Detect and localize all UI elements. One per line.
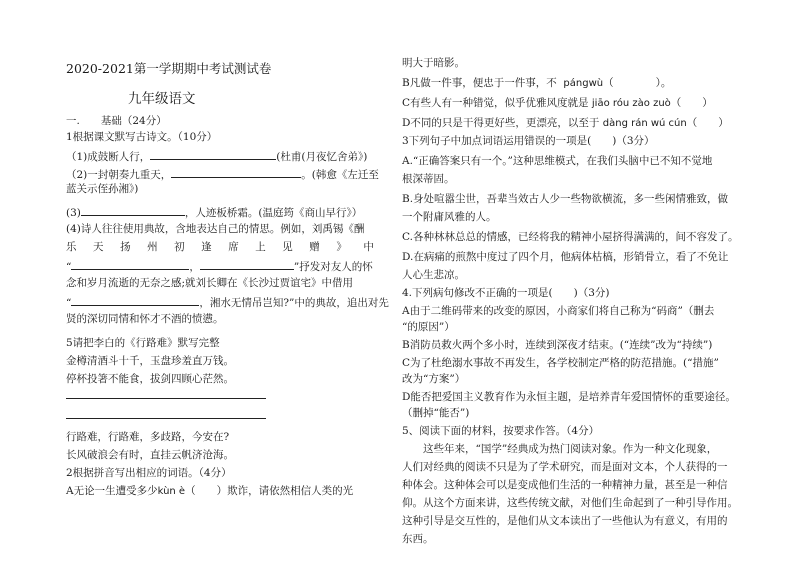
question-3-title: 3下列句子中加点词语运用错误的一项是( )（3分）	[402, 135, 655, 147]
question-4-option-c: C为了杜绝溺水事故不再发生，各学校制定严格的防范措施。(“措施”	[402, 357, 719, 369]
poem-line-4: 长风破浪会有时，直挂云帆济沧海。	[66, 449, 234, 461]
question-2-c: C有些人有一种错觉，似乎优雅风度就是 jiāo róu zào zuò（ ）	[402, 97, 713, 109]
question-1-2-source: 蓝关示侄孙湘》)	[66, 183, 139, 195]
question-1-1: （1)成鼓断人行， (杜甫(月夜忆舍弟》)	[66, 148, 367, 164]
question-4-option-a: A由于二维码带来的改变的原因，小商家们将自己称为“码商”（删去	[402, 305, 715, 317]
question-5-reading-title: 5、阅读下面的材料，按要求作答。（4分）	[402, 425, 600, 437]
question-2-title: 2根据拼音写出相应的词语。（4分）	[66, 467, 232, 479]
question-3-option-b-cont: 一个附庸风雅的人。	[402, 211, 497, 223]
question-3-option-a: A.“正确答案只有一个。”这种思维模式，在我们头脑中已不知不觉地	[402, 155, 713, 167]
question-4-option-b: B消防员救火两个多小时，连续到深夜才结束。(“连续”改为“持续”)	[402, 339, 713, 351]
question-1-2: （2)一封朝奏九重天， 。(韩愈《左迁至	[66, 166, 379, 182]
question-4-option-a-cont: “的原因”）	[402, 321, 455, 333]
question-4-option-d: D能否把爱国主义教育作为永恒主题，是培养青年爱国情怀的重要途径。	[402, 391, 736, 403]
question-3-option-b: B.身处喧嚣尘世，吾辈当效古人少一些物欲横流，多一些闲情雅致，做	[402, 193, 729, 205]
answer-line[interactable]	[66, 418, 266, 419]
question-4-option-d-cont: （删掉“能否”)	[402, 407, 470, 419]
blank-field[interactable]	[81, 204, 185, 216]
blank-field[interactable]	[71, 258, 189, 270]
question-1-4-line-6: 贤的深切同情和怀才不酒的愤懑。	[66, 313, 224, 325]
question-3-option-d-cont: 人心生悲凉。	[402, 269, 465, 281]
question-3-option-c: C.各种林林总总的情感，已经将我的精神小屋挤得满满的，间不容发了。	[402, 231, 739, 243]
question-2-a-continued: 明大于暗影。	[402, 57, 465, 69]
spread-char: 州	[147, 241, 158, 253]
section-1-heading: 一. 基础（24分）	[66, 115, 167, 127]
poem-line-3: 行路难，行路难，多歧路，今安在?	[66, 431, 230, 443]
blank-field[interactable]	[150, 148, 276, 160]
passage-line-3: 种体会。这种体会可以是变成他们生活的一种精神力量，甚至是一种信	[402, 479, 728, 491]
question-3-option-d: D.在病痛的煎熬中度过了四个月，他病体枯槁，形销骨立，看了不免让	[402, 251, 729, 263]
question-2-d: D不同的只是干得更好些，更漂亮，以至于 dàng rán wú cún（ ）	[402, 117, 729, 129]
blank-field[interactable]	[200, 258, 294, 270]
question-1-4-line-2	[66, 240, 374, 254]
poem-line-1: 金樽清酒斗十千，玉盘珍羞直万钱。	[66, 355, 234, 367]
question-1-3: (3) ，人迹板桥霜。(温庭筠《商山早行》）	[66, 204, 362, 220]
question-1-4-line-5: “ ，湘水无情吊岂知?”中的典故，追出对先	[66, 294, 389, 310]
spread-char: 》	[336, 241, 347, 253]
passage-line-5: 这种引导是交互性的，是他们从文本读出了一些他认为有意义，有用的	[402, 515, 728, 527]
spread-char: 天	[93, 241, 104, 253]
passage-line-4: 仰。从这个方面来讲，这些传统文献，对他们生命起到了一种引导作用。	[402, 497, 738, 509]
spread-char: 逢	[201, 241, 212, 253]
question-1-4-line-4: 念和岁月流逝的无奈之感;就刘长卿在《长沙过贾谊宅》中借用	[66, 277, 354, 289]
exam-title: 2020-2021第一学期期中考试测试卷	[66, 61, 272, 76]
question-1-4-line-3: “ ， ”抒发对友人的怀	[66, 258, 373, 274]
spread-char: 上	[255, 241, 266, 253]
spread-char: 扬	[120, 241, 131, 253]
passage-line-1: 这些年来，“国学”经典成为热门阅读对象。作为一种文化现象，	[402, 443, 718, 455]
question-1-title: 1根据课文默写古诗文。（10分）	[66, 131, 218, 143]
spread-char: 赠	[309, 241, 320, 253]
passage-line-6: 东西。	[402, 533, 434, 545]
blank-field[interactable]	[71, 294, 199, 306]
spread-char: 见	[282, 241, 293, 253]
question-2-a: A无论一生遭受多少kùn è（ ）欺诈，请依然相信人类的光	[66, 485, 354, 497]
poem-line-2: 停杯投箸不能食，拔剑四顾心茫然。	[66, 373, 234, 385]
question-1-4-line-1: (4)诗人往往使用典故，含地表达自己的情思。例如，刘禹锡《酬	[66, 223, 365, 235]
spread-char: 初	[174, 241, 185, 253]
question-4-option-c-cont: 改为“方案”）	[402, 373, 466, 385]
answer-line[interactable]	[66, 398, 266, 399]
spread-char: 中	[363, 241, 374, 253]
question-2-b: B凡做一件事，便忠于一件事，不 pángwù（ ）。	[402, 77, 672, 89]
passage-line-2: 人们对经典的阅读不只是为了学术研究，而是面对文本，个人获得的一	[402, 461, 728, 473]
spread-char: 席	[228, 241, 239, 253]
exam-grade: 九年级语文	[128, 91, 196, 107]
question-4-title: 4.下列病句修改不正确的一项是( )（3分)	[402, 287, 610, 299]
question-5-title: 5请把李白的《行路难》默写完整	[66, 337, 220, 349]
blank-field[interactable]	[171, 166, 301, 178]
question-3-option-a-cont: 根深蒂固。	[402, 173, 455, 185]
spread-char: 乐	[66, 241, 77, 253]
